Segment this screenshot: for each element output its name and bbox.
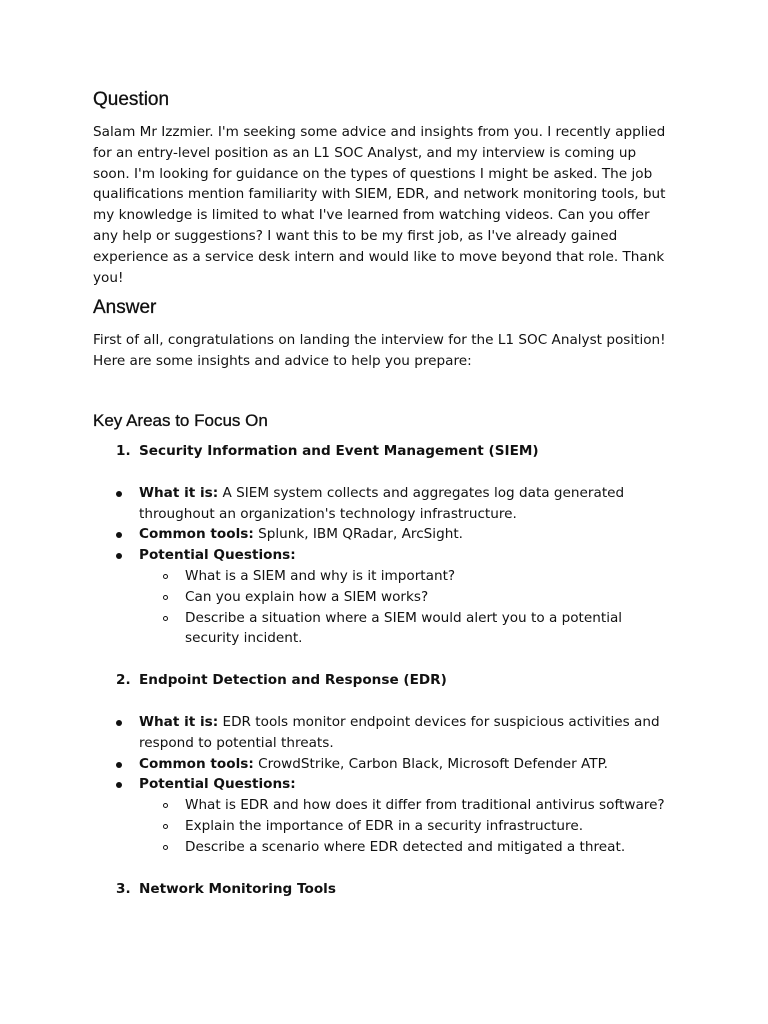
list-item — [93, 774, 675, 857]
question-text: Explain the importance of EDR in a security infrastructure. — [185, 817, 584, 834]
bullet-text: CrowdStrike, Carbon Black, Microsoft Defender ATP. — [253, 755, 608, 772]
bullet-label: Common tools: — [139, 755, 254, 772]
list-item — [93, 483, 675, 525]
circle-bullet-icon — [163, 803, 168, 808]
question-text: Can you explain how a SIEM works? — [185, 588, 429, 605]
answer-intro: First of all, congratulations on landing the interview for the L1 SOC Analyst position! Here are some insights and advice to help you prepare: — [93, 332, 666, 370]
item-number: 2. — [116, 672, 131, 689]
question-heading: Question — [93, 89, 170, 110]
list-item — [93, 712, 675, 754]
question-text: What is EDR and how does it differ from traditional antivirus software? — [185, 797, 665, 814]
question-sublist — [139, 795, 675, 857]
item-title: Network Monitoring Tools — [139, 880, 336, 897]
bullet-icon — [116, 532, 122, 538]
bullet-label: What it is: — [139, 713, 219, 730]
circle-bullet-icon — [163, 616, 168, 621]
bullet-text: A SIEM system collects and aggregates log data generated throughout an organization's technology infrastructure. — [139, 484, 625, 522]
list-item — [93, 545, 675, 649]
item-title: Security Information and Event Management (SIEM) — [139, 442, 539, 459]
item-title: Endpoint Detection and Response (EDR) — [139, 672, 447, 689]
question-text: What is a SIEM and why is it important? — [185, 567, 456, 584]
list-item — [139, 566, 675, 587]
question-sublist — [139, 566, 675, 649]
circle-bullet-icon — [163, 824, 168, 829]
key-areas-heading: Key Areas to Focus On — [93, 410, 268, 430]
list-item — [139, 837, 675, 858]
bullet-icon — [116, 491, 122, 497]
circle-bullet-icon — [163, 595, 168, 600]
bullet-label: Potential Questions: — [139, 547, 296, 564]
bullet-icon — [116, 762, 122, 768]
bullet-text: EDR tools monitor endpoint devices for suspicious activities and respond to potential threats. — [139, 713, 660, 751]
numbered-item-siem — [93, 441, 675, 462]
bullet-icon — [116, 553, 122, 559]
edr-bullet-list — [93, 712, 675, 858]
answer-heading: Answer — [93, 297, 157, 319]
item-number: 3. — [116, 880, 131, 897]
bullet-label: What it is: — [139, 484, 219, 501]
list-item — [139, 816, 675, 837]
bullet-text: Splunk, IBM QRadar, ArcSight. — [253, 526, 463, 543]
list-item — [139, 587, 675, 608]
bullet-label: Potential Questions: — [139, 776, 296, 793]
list-item — [139, 795, 675, 816]
bullet-icon — [116, 782, 122, 788]
circle-bullet-icon — [163, 845, 168, 850]
numbered-item-edr — [93, 670, 675, 691]
list-item — [93, 524, 675, 545]
circle-bullet-icon — [163, 574, 168, 579]
list-item — [139, 608, 675, 650]
bullet-label: Common tools: — [139, 526, 254, 543]
question-text: Describe a scenario where EDR detected and mitigated a threat. — [185, 838, 626, 855]
list-item — [93, 754, 675, 775]
item-number: 1. — [116, 442, 131, 459]
question-text: Describe a situation where a SIEM would alert you to a potential security incident. — [185, 609, 623, 647]
numbered-item-network — [93, 879, 675, 900]
question-text: Salam Mr Izzmier. I'm seeking some advice and insights from you. I recently applied for an entry-level position as an L1 SOC Analyst, and my interview is coming up soon. I'm looking for guidance on the types of questions I might be asked. The job qualifications mention familiarity with SIEM, EDR, and network monitoring tools, but my knowledge is limited to what I've learned from watching videos. Can you offer any help or suggestions? I want this to be my first job, as I've already gained experience as a service desk intern and would like to move beyond that role. Thank you! — [93, 124, 666, 286]
siem-bullet-list — [93, 483, 675, 649]
bullet-icon — [116, 720, 122, 726]
